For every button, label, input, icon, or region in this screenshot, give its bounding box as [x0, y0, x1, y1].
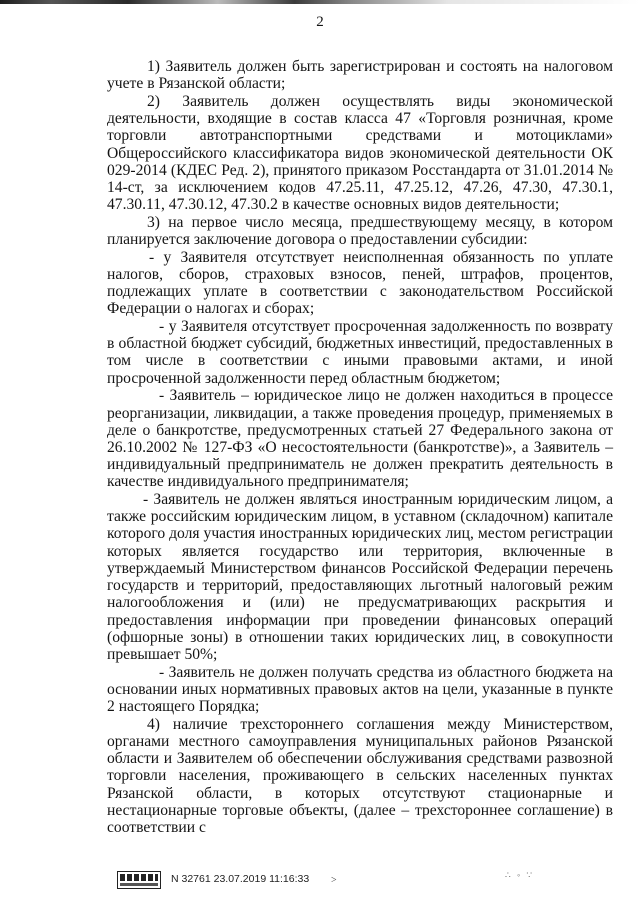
paragraph-2: 2) Заявитель должен осуществлять виды экономической деятельности, входящие в состав класса 47 «Торговля розничная, кроме торговли автотранспортными средствами и мотоциклами» Общероссийского классификатора видов экономической деятельности ОК 029-2014 (КДЕС Ред. 2), принятого приказом Росстандарта от 31.01.2014 № 14-ст, за исключением кодов 47.25.11, 47.25.12, 47.26, 47.30, 47.30.1, 47.30.11, 47.30.12, 47.30.2 в качестве основных видов деятельности;: [107, 92, 613, 214]
registration-number: N 32761 23.07.2019 11:16:33: [171, 873, 310, 885]
scan-edge: [0, 0, 640, 4]
paragraph-3: 3) на первое число месяца, предшествующему месяцу, в котором планируется заключение договора о предоставлении субсидии:: [107, 213, 613, 249]
paragraph-9: 4) наличие трехстороннего соглашения между Министерством, органами местного самоуправления муниципальных районов Рязанской области и Заявителем об обеспечении обслуживания средствами развозной торговли населения, проживающего в сельских населенных пунктах Рязанской области, в которых отсутствуют стационарные и нестационарные торговые объекты, (далее – трехстороннее соглашение) в соответствии с: [107, 715, 613, 836]
paragraph-5: - у Заявителя отсутствует просроченная задолженность по возврату в областной бюджет субсидий, бюджетных инвестиций, предоставленных в том числе в соответствии с иными правовыми актами, и иной просроченной задолженности перед областным бюджетом;: [107, 318, 613, 387]
scan-noise-mark: ∴ ◦ ∵: [505, 870, 535, 880]
printing-stamp-icon: [117, 871, 161, 889]
registration-footer: [117, 869, 537, 893]
paragraph-6: - Заявитель – юридическое лицо не должен находиться в процессе реорганизации, ликвидации, а также проведения процедур, применяемых в деле о банкротстве, предусмотренных статьей 27 Федерального закона от 26.10.2002 № 127-ФЗ «О несостоятельности (банкротстве)», а Заявитель – индивидуальный предприниматель не должен прекратить деятельность в качестве индивидуального предпринимателя;: [107, 387, 613, 491]
paragraph-1: 1) Заявитель должен быть зарегистрирован и состоять на налоговом учете в Рязанской области;: [107, 58, 613, 93]
paragraph-8: - Заявитель не должен получать средства из областного бюджета на основании иных нормативных правовых актов на цели, указанные в пункте 2 настоящего Порядка;: [107, 663, 613, 716]
paragraph-4: - у Заявителя отсутствует неисполненная обязанность по уплате налогов, сборов, страховых взносов, пеней, штрафов, процентов, подлежащих уплате в соответствии с законодательством Российской Федерации о налогах и сборах;: [107, 248, 613, 318]
page-number: 2: [316, 14, 324, 30]
scan-mark: ˃: [331, 875, 337, 886]
document-body: [107, 58, 613, 837]
paragraph-7: - Заявитель не должен являться иностранным юридическим лицом, а также российским юридическим лицом, в уставном (складочном) капитале которого доля участия иностранных юридических лиц, местом регистрации которых является государство или территория, включенные в утверждаемый Министерством финансов Российской Федерации перечень государств и территорий, предоставляющих льготный налоговый режим налогообложения и (или) не предусматривающих раскрытия и предоставления информации при проведении финансовых операций (офшорные зоны) в отношении таких юридических лиц, в совокупности превышает 50%;: [107, 491, 613, 663]
